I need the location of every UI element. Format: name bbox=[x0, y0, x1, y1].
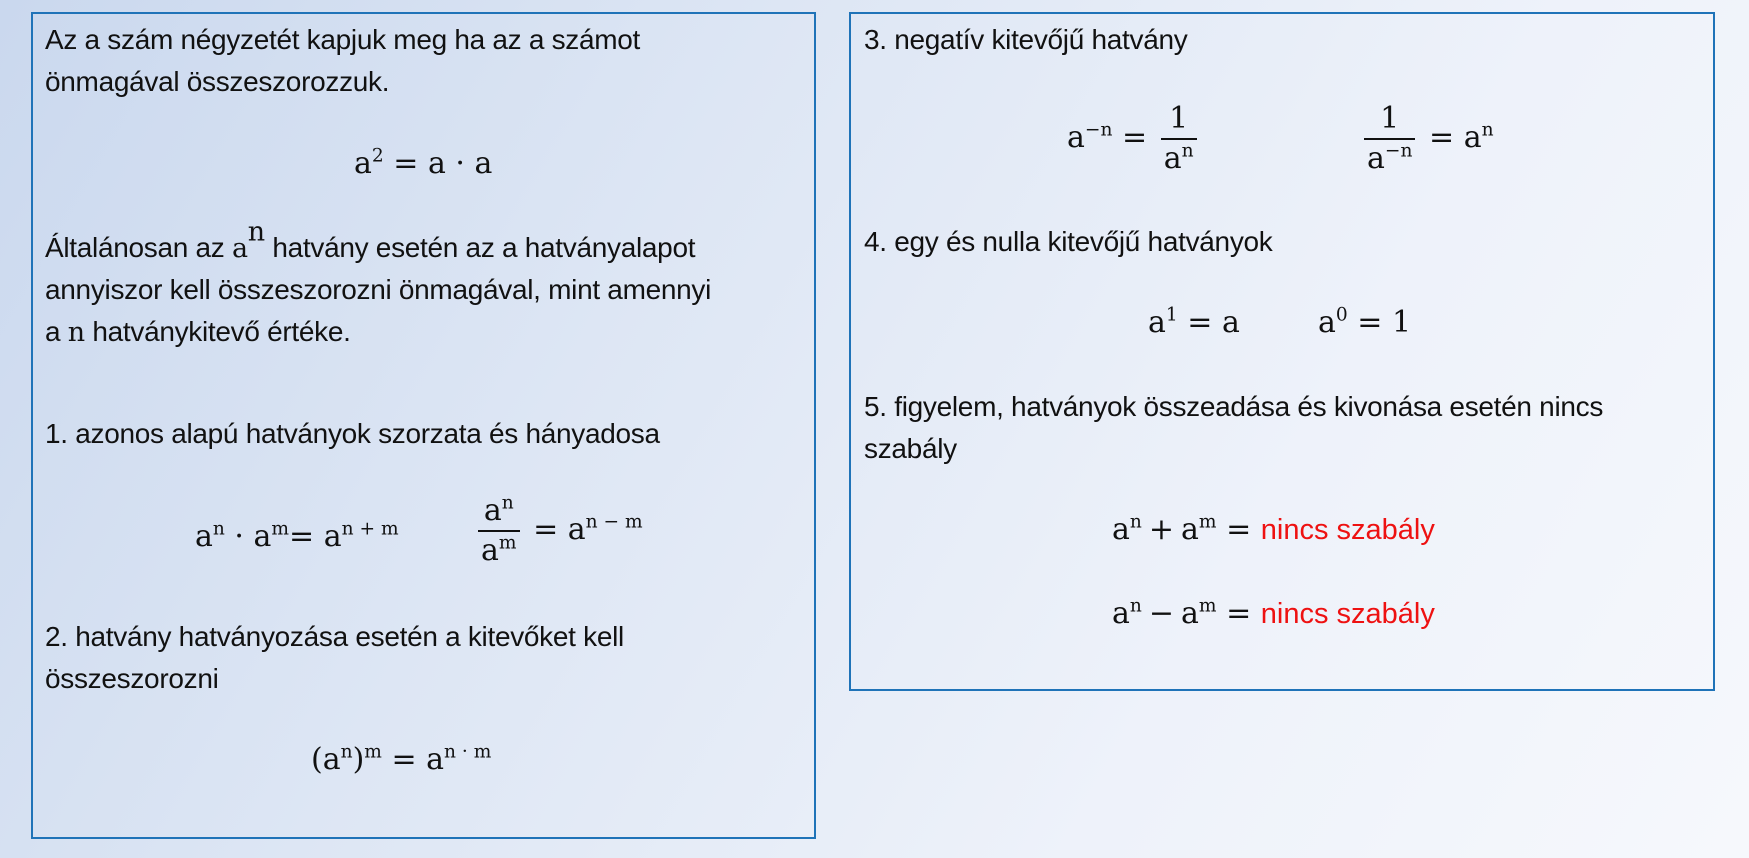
exp: m bbox=[364, 741, 382, 763]
exp: 0 bbox=[1335, 304, 1348, 326]
base: a bbox=[1463, 120, 1482, 155]
rule5-sum-formula bbox=[1112, 512, 1435, 548]
rule1-quotient-formula bbox=[474, 494, 643, 568]
base: a bbox=[1112, 512, 1130, 547]
eq: = bbox=[1429, 120, 1455, 155]
base: a bbox=[1067, 120, 1085, 155]
rule5-heading-line-2: szabály bbox=[864, 433, 957, 464]
numerator: 1 bbox=[1380, 101, 1400, 136]
text: hatvány esetén az a hatványalapot bbox=[264, 232, 696, 263]
rule2-formula bbox=[311, 742, 491, 778]
rule3-heading: 3. negatív kitevőjű hatvány bbox=[864, 24, 1188, 55]
base: a bbox=[483, 493, 502, 528]
eq: = a bbox=[391, 742, 445, 777]
exp: n bbox=[1481, 119, 1494, 141]
fraction bbox=[1364, 102, 1415, 176]
text: Általánosan az bbox=[45, 232, 232, 263]
general-line-1 bbox=[45, 216, 696, 270]
plus: + bbox=[1148, 512, 1175, 547]
rule1-product-formula bbox=[195, 519, 399, 555]
general-line-2: annyiszor kell összeszorozni önmagával, mint amennyi bbox=[45, 274, 712, 305]
text: a bbox=[45, 316, 68, 347]
open: (a bbox=[311, 742, 341, 777]
exp: n bbox=[1129, 511, 1142, 533]
exp: n bbox=[501, 492, 514, 514]
no-rule-label: nincs szabály bbox=[1260, 598, 1435, 630]
rule1-heading: 1. azonos alapú hatványok szorzata és hányadosa bbox=[45, 418, 660, 449]
rule4-formula-1 bbox=[1148, 305, 1240, 341]
exp: n bbox=[340, 741, 353, 763]
exp: 1 bbox=[1165, 304, 1178, 326]
rhs: = a bbox=[1187, 305, 1240, 340]
exp: n · m bbox=[444, 741, 492, 763]
base: a bbox=[253, 519, 272, 554]
base: a bbox=[1148, 305, 1166, 340]
close: ) bbox=[352, 742, 365, 777]
exp: n bbox=[212, 518, 225, 540]
right-panel bbox=[849, 12, 1715, 691]
rule3-formula-1 bbox=[1067, 102, 1201, 176]
exp: m bbox=[498, 532, 517, 554]
eq: = bbox=[533, 512, 559, 547]
text: hatványkitevő értéke. bbox=[84, 316, 351, 347]
base: a bbox=[1112, 596, 1130, 631]
rhs: = 1 bbox=[1357, 305, 1412, 340]
minus: − bbox=[1148, 596, 1175, 631]
rule5-heading-line-1: 5. figyelem, hatványok összeadása és kivonása esetén nincs bbox=[864, 391, 1604, 422]
exp: −n bbox=[1384, 140, 1413, 162]
rule2-heading-line-1: 2. hatvány hatványozása esetén a kitevőket kell bbox=[45, 621, 624, 652]
eq: = bbox=[1122, 120, 1148, 155]
exp: m bbox=[1198, 595, 1217, 617]
intro-line-1: Az a szám négyzetét kapjuk meg ha az a számot bbox=[45, 24, 641, 55]
math-exponent: n bbox=[247, 216, 265, 248]
math-var: n bbox=[67, 317, 85, 348]
exp: m bbox=[271, 518, 290, 540]
base: a bbox=[481, 533, 499, 568]
fraction bbox=[478, 494, 520, 568]
square-formula bbox=[354, 146, 492, 182]
exp: n − m bbox=[585, 511, 643, 533]
base: a bbox=[1181, 512, 1199, 547]
denominator bbox=[1364, 138, 1415, 176]
base: a bbox=[1367, 141, 1385, 176]
rhs: = a · a bbox=[393, 146, 493, 181]
numerator bbox=[481, 494, 517, 530]
base: a bbox=[567, 512, 586, 547]
exp: n bbox=[1129, 595, 1142, 617]
exp: −n bbox=[1084, 119, 1113, 141]
base: a bbox=[354, 146, 372, 181]
numerator: 1 bbox=[1169, 101, 1189, 136]
exp: m bbox=[1198, 511, 1217, 533]
denominator bbox=[1161, 138, 1197, 176]
rule4-heading: 4. egy és nulla kitevőjű hatványok bbox=[864, 226, 1273, 257]
exp: n bbox=[1181, 140, 1194, 162]
base: a bbox=[1318, 305, 1336, 340]
rule5-diff-formula bbox=[1112, 596, 1435, 632]
exponent: 2 bbox=[371, 145, 384, 167]
intro-line-2: önmagával összeszorozzuk. bbox=[45, 66, 390, 97]
eq: = bbox=[1226, 512, 1252, 547]
base: a bbox=[1181, 596, 1199, 631]
rule3-formula-2 bbox=[1360, 102, 1494, 176]
math-base: a bbox=[231, 233, 248, 264]
rule4-formula-2 bbox=[1318, 305, 1411, 341]
eq: = bbox=[289, 519, 315, 554]
denominator bbox=[478, 530, 520, 568]
base: a bbox=[1163, 141, 1182, 176]
base: a bbox=[195, 519, 213, 554]
base: a bbox=[323, 519, 342, 554]
eq: = bbox=[1226, 596, 1252, 631]
fraction bbox=[1161, 102, 1197, 176]
rule2-heading-line-2: összeszorozni bbox=[45, 663, 219, 694]
exp: n + m bbox=[341, 518, 399, 540]
no-rule-label: nincs szabály bbox=[1260, 514, 1435, 546]
dot: · bbox=[234, 519, 244, 554]
general-line-3 bbox=[45, 311, 351, 354]
